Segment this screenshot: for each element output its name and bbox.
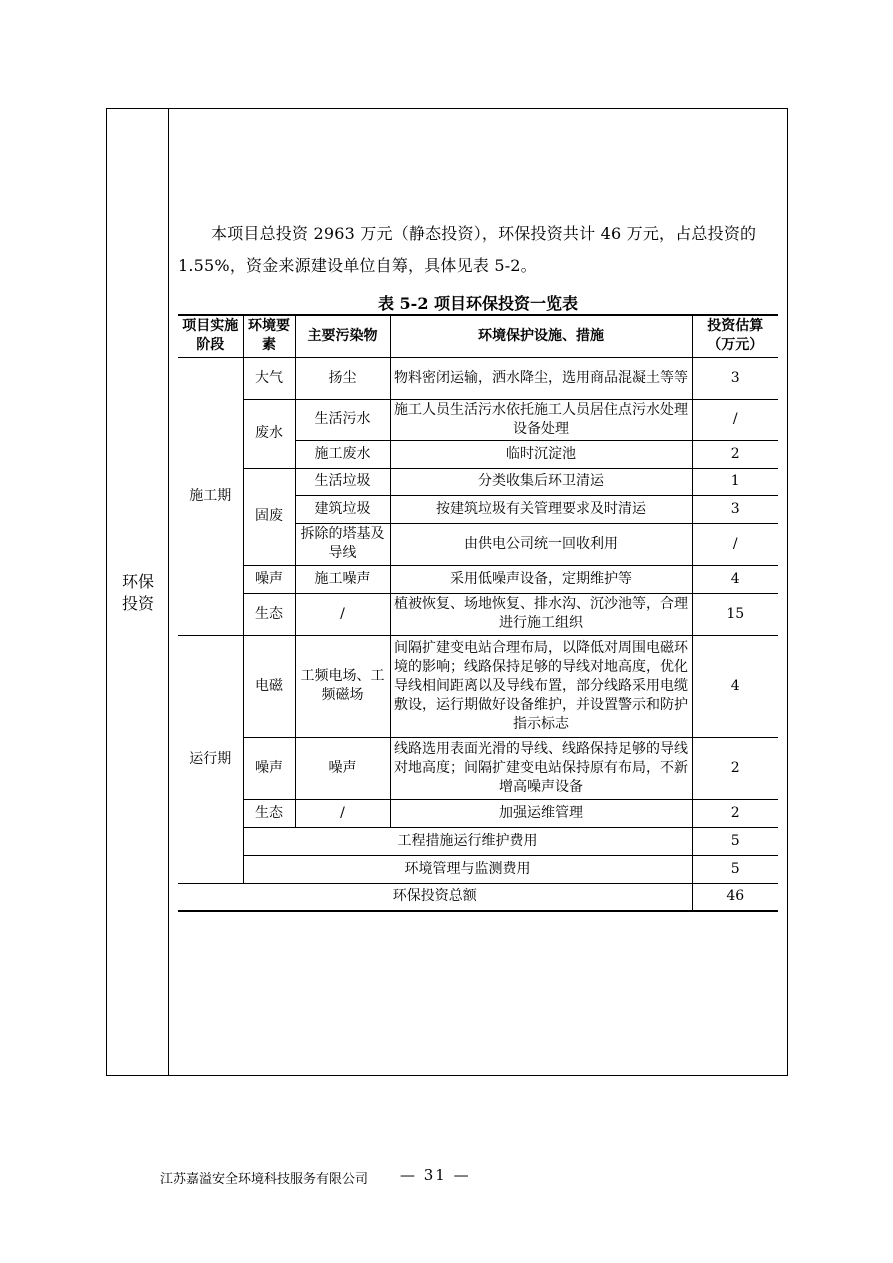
cell-cost: 15 <box>692 593 778 635</box>
header-factor: 环境要素 <box>243 315 295 357</box>
cell-cost: / <box>692 523 778 565</box>
header-cost: 投资估算（万元） <box>692 315 778 357</box>
header-pollutant: 主要污染物 <box>295 315 390 357</box>
cell-factor: 噪声 <box>243 565 295 593</box>
cell-pollutant: 生活污水 <box>295 399 390 440</box>
side-column <box>107 109 169 1075</box>
cell-extra-label: 工程措施运行维护费用 <box>243 827 692 855</box>
cell-cost: 5 <box>692 855 778 883</box>
header-stage: 项目实施阶段 <box>178 315 243 357</box>
cell-factor: 电磁 <box>243 635 295 737</box>
side-label: 环保 投资 <box>121 572 154 613</box>
cell-measure: 分类收集后环卫清运 <box>390 468 692 495</box>
cell-cost: 2 <box>692 737 778 799</box>
cell-pollutant: 拆除的塔基及导线 <box>295 523 390 565</box>
cell-measure: 临时沉淀池 <box>390 440 692 468</box>
cell-measure: 线路选用表面光滑的导线、线路保持足够的导线对地高度；间隔扩建变电站保持原有布局，不新增高噪声设备 <box>390 737 692 799</box>
cell-cost: 3 <box>692 357 778 399</box>
cell-cost: / <box>692 399 778 440</box>
cell-cost: 3 <box>692 495 778 523</box>
cell-measure: 间隔扩建变电站合理布局，以降低对周围电磁环境的影响；线路保持足够的导线对地高度，优化导线相间距离以及导线布置，部分线路采用电缆敷设，运行期做好设备维护，并设置警示和防护指示标志 <box>390 635 692 737</box>
cell-pollutant: 工频电场、工频磁场 <box>295 635 390 737</box>
table-row <box>178 799 778 827</box>
cell-measure: 采用低噪声设备，定期维护等 <box>390 565 692 593</box>
table-title: 表 5-2 项目环保投资一览表 <box>377 294 579 313</box>
cell-measure: 按建筑垃圾有关管理要求及时清运 <box>390 495 692 523</box>
table-row <box>178 357 778 399</box>
cell-factor: 生态 <box>243 799 295 827</box>
cell-total-label: 环保投资总额 <box>178 883 692 911</box>
cell-pollutant: 生活垃圾 <box>295 468 390 495</box>
cell-pollutant: 噪声 <box>295 737 390 799</box>
cell-pollutant: 扬尘 <box>295 357 390 399</box>
header-measure: 环境保护设施、措施 <box>390 315 692 357</box>
cell-cost: 4 <box>692 565 778 593</box>
cell-factor: 生态 <box>243 593 295 635</box>
intro-text: 本项目总投资 2963 万元（静态投资），环保投资共计 46 万元，占总投资的 1.55%，资金来源建设单位自筹，具体见表 5-2。 <box>178 224 757 275</box>
cell-pollutant: 施工废水 <box>295 440 390 468</box>
cell-cost: 2 <box>692 440 778 468</box>
cell-extra-label: 环境管理与监测费用 <box>243 855 692 883</box>
stage-operation: 运行期 <box>178 635 243 883</box>
table-row <box>178 565 778 593</box>
cell-total-cost: 46 <box>692 883 778 911</box>
cell-cost: 5 <box>692 827 778 855</box>
investment-table <box>178 314 778 912</box>
cell-pollutant: / <box>295 593 390 635</box>
cell-factor: 噪声 <box>243 737 295 799</box>
table-row <box>178 399 778 440</box>
cell-cost: 2 <box>692 799 778 827</box>
cell-measure: 加强运维管理 <box>390 799 692 827</box>
cell-factor: 废水 <box>243 399 295 468</box>
intro-paragraph <box>178 218 782 282</box>
cell-measure: 植被恢复、场地恢复、排水沟、沉沙池等，合理进行施工组织 <box>390 593 692 635</box>
cell-factor: 大气 <box>243 357 295 399</box>
table-row <box>178 468 778 495</box>
cell-cost: 4 <box>692 635 778 737</box>
footer-company: 江苏嘉溢安全环境科技服务有限公司 <box>160 1172 369 1187</box>
table-row <box>178 827 778 855</box>
table-row <box>178 855 778 883</box>
table-row-total <box>178 883 778 911</box>
table-row <box>178 635 778 737</box>
cell-pollutant: 施工噪声 <box>295 565 390 593</box>
cell-measure: 物料密闭运输，洒水降尘，选用商品混凝土等等 <box>390 357 692 399</box>
cell-factor: 固废 <box>243 468 295 565</box>
cell-measure: 由供电公司统一回收利用 <box>390 523 692 565</box>
table-row <box>178 593 778 635</box>
cell-pollutant: / <box>295 799 390 827</box>
cell-measure: 施工人员生活污水依托施工人员居住点污水处理设备处理 <box>390 399 692 440</box>
cell-pollutant: 建筑垃圾 <box>295 495 390 523</box>
cell-cost: 1 <box>692 468 778 495</box>
page-number: — 31 — <box>400 1166 471 1184</box>
table-row <box>178 737 778 799</box>
stage-construction: 施工期 <box>178 357 243 635</box>
